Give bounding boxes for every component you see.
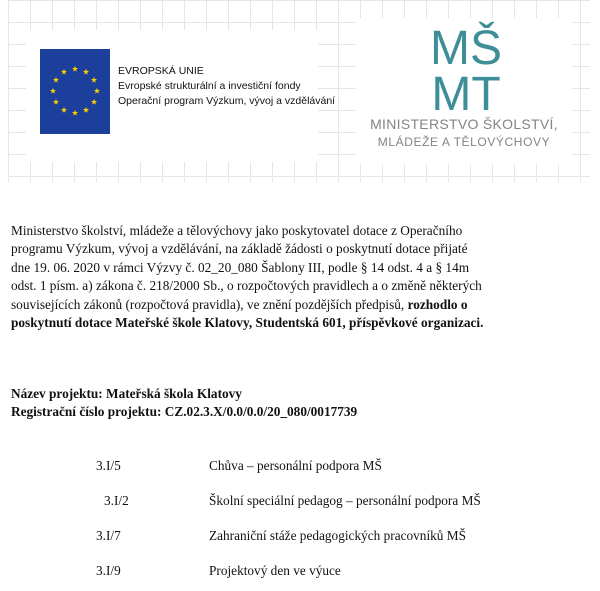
msmt-monogram-top: MŠ (430, 22, 502, 75)
intro-line-3: dne 19. 06. 2020 v rámci Výzvy č. 02_20_080 Šablony III, podle § 14 odst. 4 a § 14m (11, 259, 470, 275)
msmt-monogram-bottom: MT (431, 68, 501, 116)
activity-description: Projektový den ve výuce (209, 563, 341, 578)
msmt-name-line-2: MLÁDEŽE A TĚLOVÝCHOVY (377, 135, 551, 149)
intro-line-2: programu Výzkum, vývoj a vzdělávání, na základě žádosti o poskytnutí dotace přijaté (11, 241, 468, 257)
activity-code: 3.I/2 (104, 493, 129, 508)
eu-star-icon (72, 110, 78, 116)
activity-description: Chůva – personální podpora MŠ (209, 458, 382, 473)
intro-line-6-bold: poskytnutí dotace Mateřské škole Klatovy, Studentská 601, příspěvkové organizaci. (11, 315, 484, 331)
intro-line-5-normal: souvisejících zákonů (rozpočtová pravidla), ve znění pozdějších předpisů, (11, 296, 408, 312)
intro-line-6 (11, 314, 591, 332)
eu-star-icon (91, 77, 97, 83)
eu-logo-line-3: Operační program Výzkum, vývoj a vzdělávání (118, 95, 336, 107)
activity-code: 3.I/5 (96, 458, 121, 473)
intro-line-5-bold: rozhodlo o (407, 296, 468, 312)
activity-description: Zahraniční stáže pedagogických pracovníků MŠ (209, 528, 466, 543)
activity-code: 3.I/9 (96, 563, 121, 578)
eu-star-icon (83, 107, 89, 113)
eu-star-icon (91, 99, 97, 105)
project-registration-number: Registrační číslo projektu: CZ.02.3.X/0.0/0.0/20_080/0017739 (11, 404, 358, 420)
intro-line-4: odst. 1 písm. a) zákona č. 218/2000 Sb., o rozpočtových pravidlech a o změně některých (11, 278, 482, 294)
eu-star-icon (83, 69, 89, 75)
eu-logo-text (118, 64, 335, 109)
activity-description: Školní speciální pedagog – personální podpora MŠ (209, 493, 481, 508)
msmt-name-line-1: MINISTERSTVO ŠKOLSTVÍ, (370, 116, 558, 132)
project-name: Název projektu: Mateřská škola Klatovy (11, 386, 242, 401)
intro-line-1: Ministerstvo školství, mládeže a tělovýchovy jako poskytovatel dotace z Operačního (11, 223, 463, 238)
eu-star-icon (50, 88, 56, 94)
eu-star-icon (72, 66, 78, 72)
eu-star-icon (94, 88, 100, 94)
eu-star-icon (61, 69, 67, 75)
intro-paragraph (11, 222, 591, 332)
eu-logo-line-1: EVROPSKÁ UNIE (118, 65, 204, 77)
eu-logo-line-2: Evropské strukturální a investiční fondy (118, 80, 301, 92)
eu-star-icon (61, 107, 67, 113)
activity-code: 3.I/7 (96, 528, 121, 543)
msmt-monogram-icon (410, 20, 522, 121)
eu-star-icon (53, 99, 59, 105)
eu-flag-icon (40, 49, 110, 134)
eu-star-icon (53, 77, 59, 83)
intro-line-5 (11, 296, 591, 314)
project-info (11, 385, 591, 422)
